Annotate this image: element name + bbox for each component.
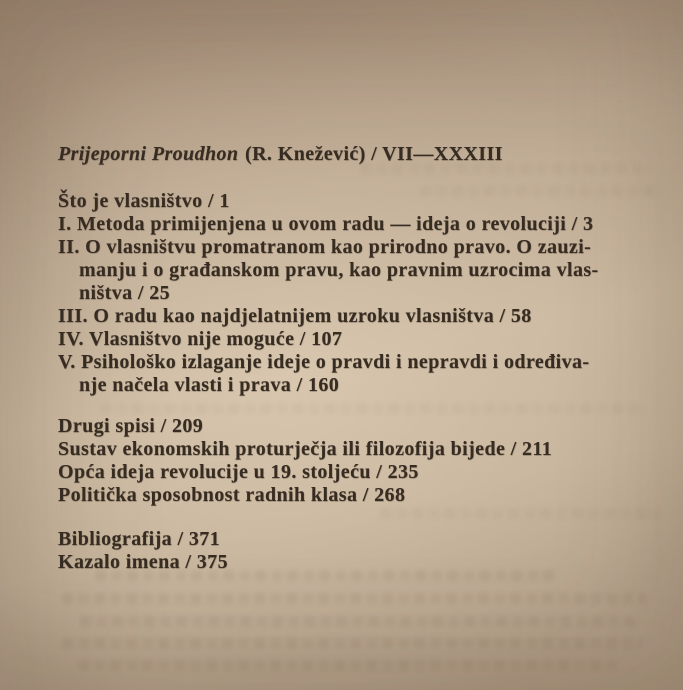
toc-entry-line: Opća ideja revolucije u 19. stoljeću / 235 bbox=[58, 461, 419, 483]
bleedthrough-line bbox=[78, 660, 618, 671]
toc-entry-line: ništva / 25 bbox=[79, 282, 171, 304]
toc-entry-line: nje načela vlasti i prava / 160 bbox=[79, 374, 340, 396]
toc-section-main-work bbox=[58, 190, 670, 397]
toc-entry-line: V. Psihološko izlaganje ideje o pravdi i nepravdi i određiva- bbox=[58, 351, 590, 373]
toc-entry-line: III. O radu kao najdjelatnijem uzroku vlasništva / 58 bbox=[58, 305, 532, 327]
toc-entry-line: Bibliografija / 371 bbox=[58, 528, 221, 550]
toc-entry-line: I. Metoda primijenjena u ovom radu — ideja o revoluciji / 3 bbox=[58, 213, 594, 235]
bleedthrough-line bbox=[62, 593, 647, 604]
toc-entry-line: Politička sposobnost radnih klasa / 268 bbox=[58, 484, 406, 506]
table-of-contents bbox=[58, 143, 670, 574]
toc-header-book-title: Prijeporni Proudhon bbox=[58, 143, 239, 165]
toc-entry-line: IV. Vlasništvo nije moguće / 107 bbox=[58, 328, 343, 350]
toc-header bbox=[58, 143, 670, 166]
bleedthrough-line bbox=[62, 638, 642, 649]
toc-section-other-writings bbox=[58, 415, 670, 507]
bleedthrough-line bbox=[80, 616, 635, 627]
toc-entry-line: II. O vlasništvu promatranom kao prirodno pravo. O zauzi- bbox=[58, 236, 592, 258]
toc-entry-line: Sustav ekonomskih proturječja ili filozofija bijede / 211 bbox=[58, 438, 553, 460]
toc-entry-line: Kazalo imena / 375 bbox=[58, 551, 228, 573]
toc-entry-line: Drugi spisi / 209 bbox=[58, 415, 204, 437]
toc-section-back-matter bbox=[58, 528, 670, 574]
toc-entry-line: Što je vlasništvo / 1 bbox=[58, 190, 230, 212]
toc-entry-line: manju i o građanskom pravu, kao pravnim uzrocima vlas- bbox=[79, 259, 599, 281]
toc-header-author-pages: (R. Knežević) / VII—XXXIII bbox=[245, 143, 503, 165]
